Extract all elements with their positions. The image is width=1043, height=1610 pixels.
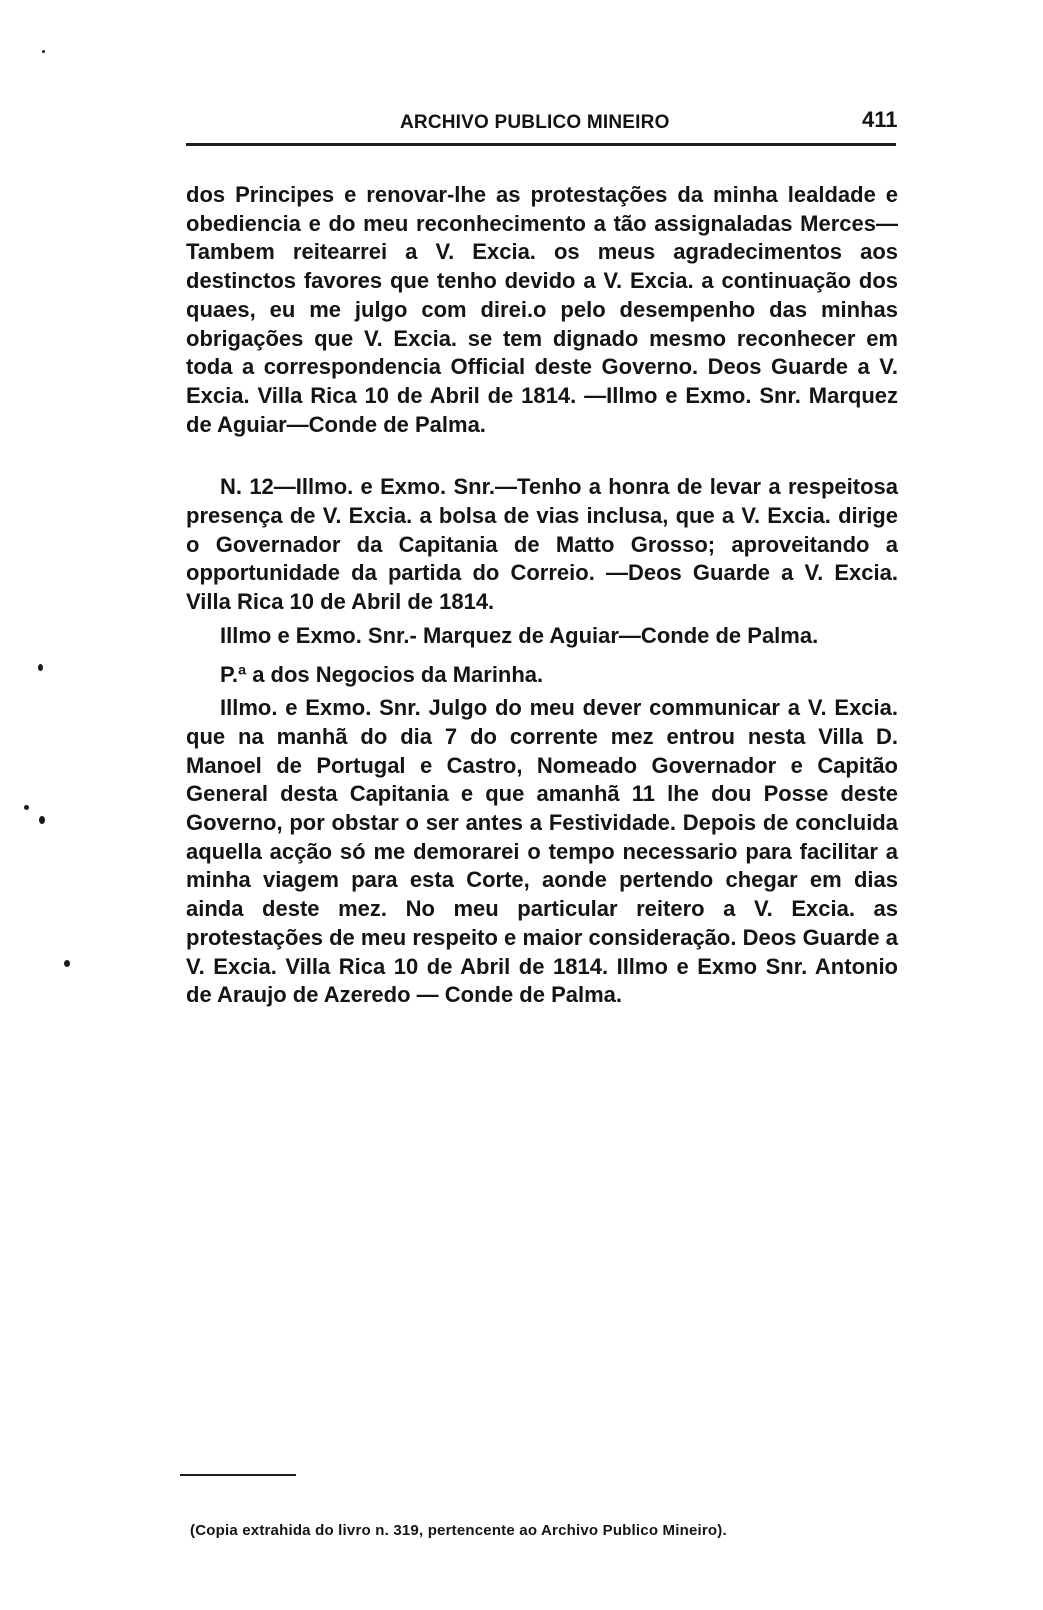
print-speck bbox=[42, 50, 45, 53]
paragraph-letter-closing: dos Principes e renovar-lhe as protestações da minha lealdade e obediencia e do meu reconhecimento a tão assignaladas Merces— Tambem reitearrei a V. Excia. os meus agradecimentos aos destinctos favores que tenho devido a V. Excia. a continuação dos quaes, eu me julgo com direi.o pelo desempenho das minhas obrigações que V. Excia. se tem dignado mesmo reconhecer em toda a correspondencia Official deste Governo. Deos Guarde a V. Excia. Villa Rica 10 de Abril de 1814. —Illmo e Exmo. Snr. Marquez de Aguiar—Conde de Palma. bbox=[186, 182, 898, 437]
paragraph-letter-marinha: Illmo. e Exmo. Snr. Julgo do meu dever communicar a V. Excia. que na manhã do dia 7 do corrente mez entrou nesta Villa D. Manoel de Portugal e Castro, Nomeado Governador e Capitão General desta Capitania e que amanhã 11 lhe dou Posse deste Governo, por obstar o ser antes a Festividade. Depois de concluida aquella acção só me demorarei o tempo necessario para facilitar a minha viagem para esta Corte, aonde pertendo chegar em dias ainda deste mez. No meu particular reitero a V. Excia. as protestações de meu respeito e maior consideração. Deos Guarde a V. Excia. Villa Rica 10 de Abril de 1814. Illmo e Exmo Snr. Antonio de Araujo de Azeredo — Conde de Palma. bbox=[186, 695, 898, 1008]
paragraph-addressee: Illmo e Exmo. Snr.- Marquez de Aguiar—Conde de Palma. bbox=[220, 622, 819, 648]
paragraph-section-heading: P.ª a dos Negocios da Marinha. bbox=[220, 661, 544, 687]
footnote: (Copia extrahida do livro n. 319, pertencente ao Archivo Publico Mineiro). bbox=[190, 1522, 727, 1539]
running-title: ARCHIVO PUBLICO MINEIRO bbox=[400, 112, 670, 133]
page-number: 411 bbox=[862, 107, 898, 132]
print-speck bbox=[64, 960, 70, 967]
print-speck bbox=[38, 664, 43, 671]
footnote-rule bbox=[180, 1474, 296, 1476]
body-text bbox=[186, 181, 898, 1010]
header-rule bbox=[186, 143, 896, 146]
print-speck bbox=[39, 816, 45, 824]
print-speck bbox=[24, 805, 29, 810]
paragraph-letter-n12: N. 12—Illmo. e Exmo. Snr.—Tenho a honra de levar a respeitosa presença de V. Excia. a bolsa de vias inclusa, que a V. Excia. dirige o Governador da Capitania de Matto Grosso; aproveitando a opportunidade da partida do Correio. —Deos Guarde a V. Excia. Villa Rica 10 de Abril de 1814. bbox=[186, 474, 898, 615]
